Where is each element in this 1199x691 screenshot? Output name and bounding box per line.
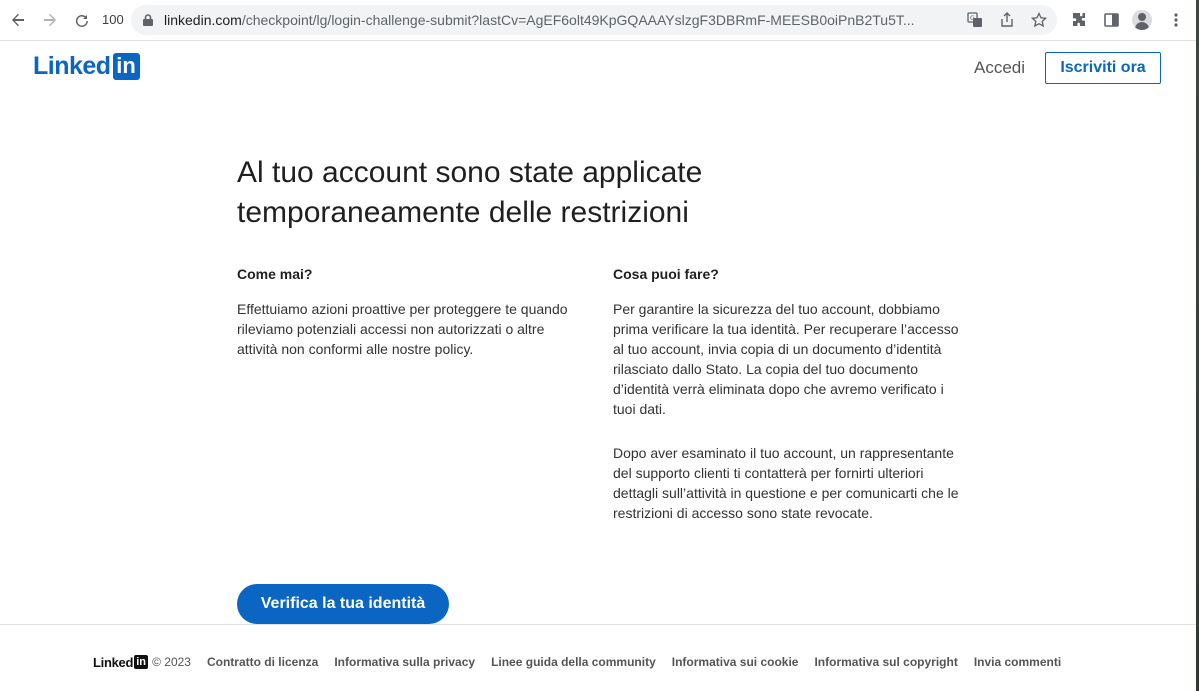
footer-link-community-guidelines[interactable]: Linee guida della community [491, 655, 656, 669]
star-icon[interactable] [1030, 11, 1048, 29]
back-icon[interactable] [8, 10, 28, 30]
footer-link-copyright-policy[interactable]: Informativa sul copyright [814, 655, 958, 669]
what-to-do-paragraph-1: Per garantire la sicurezza del tuo account, dobbiamo prima verificare la tua identità. Per recuperare l’accesso al tuo account, invia copia di un documento d’identità rilasciato dallo Stato. La copia del tuo documento d’identità verrà eliminata dopo che avremo verificato i tuoi dati. [613, 301, 959, 417]
share-icon[interactable] [998, 11, 1016, 29]
page-title: Al tuo account sono state applicate temporaneamente delle restrizioni [237, 156, 703, 229]
forward-icon[interactable] [40, 10, 60, 30]
what-to-do-paragraph-2: Dopo aver esaminato il tuo account, un rappresentante del supporto clienti ti contatterà per fornirti ulteriori dettagli sull’attività in questione e per comunicarti che le restrizioni di accesso sono state revocate. [613, 445, 959, 521]
what-to-do-section [613, 266, 963, 523]
address-bar[interactable] [131, 5, 1057, 35]
zoom-level: 100 [102, 12, 124, 27]
url-path: /checkpoint/lg/login-challenge-submit?lastCv=AgEF6olt49KpGQAAAYslzgF3DBRmF-MEESB0oiPnB2Tu5T... [241, 12, 915, 28]
footer-logo[interactable] [93, 654, 148, 670]
signin-link[interactable]: Accedi [974, 58, 1026, 77]
why-section [237, 266, 587, 359]
why-text: Effettuiamo azioni proattive per proteggere te quando rileviamo potenziali accessi non autorizzati o altre attività non conformi alle nostre policy. [237, 301, 568, 357]
browser-toolbar [0, 0, 1199, 41]
url-host: linkedin.com [164, 12, 242, 28]
sidepanel-icon[interactable] [1101, 10, 1121, 30]
translate-icon[interactable] [966, 11, 984, 29]
copyright: © 2023 [152, 655, 191, 669]
logo-box: in [113, 53, 140, 80]
reload-icon[interactable] [72, 10, 92, 30]
svg-text:G: G [970, 15, 975, 22]
menu-icon[interactable] [1166, 10, 1186, 30]
footer-row [93, 654, 1077, 670]
logo-word: Linked [33, 51, 111, 80]
footer-logo-word: Linked [93, 654, 134, 670]
what-to-do-heading: Cosa puoi fare? [613, 266, 719, 282]
footer [0, 624, 1196, 691]
footer-link-user-agreement[interactable]: Contratto di licenza [206, 655, 319, 669]
why-heading: Come mai? [237, 266, 313, 282]
profile-icon[interactable] [1132, 10, 1152, 30]
extensions-icon[interactable] [1069, 10, 1089, 30]
footer-logo-box: in [134, 655, 148, 669]
url-text[interactable] [164, 12, 954, 28]
verify-identity-button[interactable]: Verifica la tua identità [237, 584, 449, 624]
join-now-button[interactable]: Iscriviti ora [1045, 52, 1161, 84]
footer-link-send-feedback[interactable]: Invia commenti [973, 655, 1062, 669]
lock-icon[interactable] [143, 13, 153, 25]
footer-link-privacy[interactable]: Informativa sulla privacy [334, 655, 476, 669]
linkedin-logo[interactable] [33, 51, 140, 81]
footer-link-cookie-policy[interactable]: Informativa sui cookie [671, 655, 799, 669]
